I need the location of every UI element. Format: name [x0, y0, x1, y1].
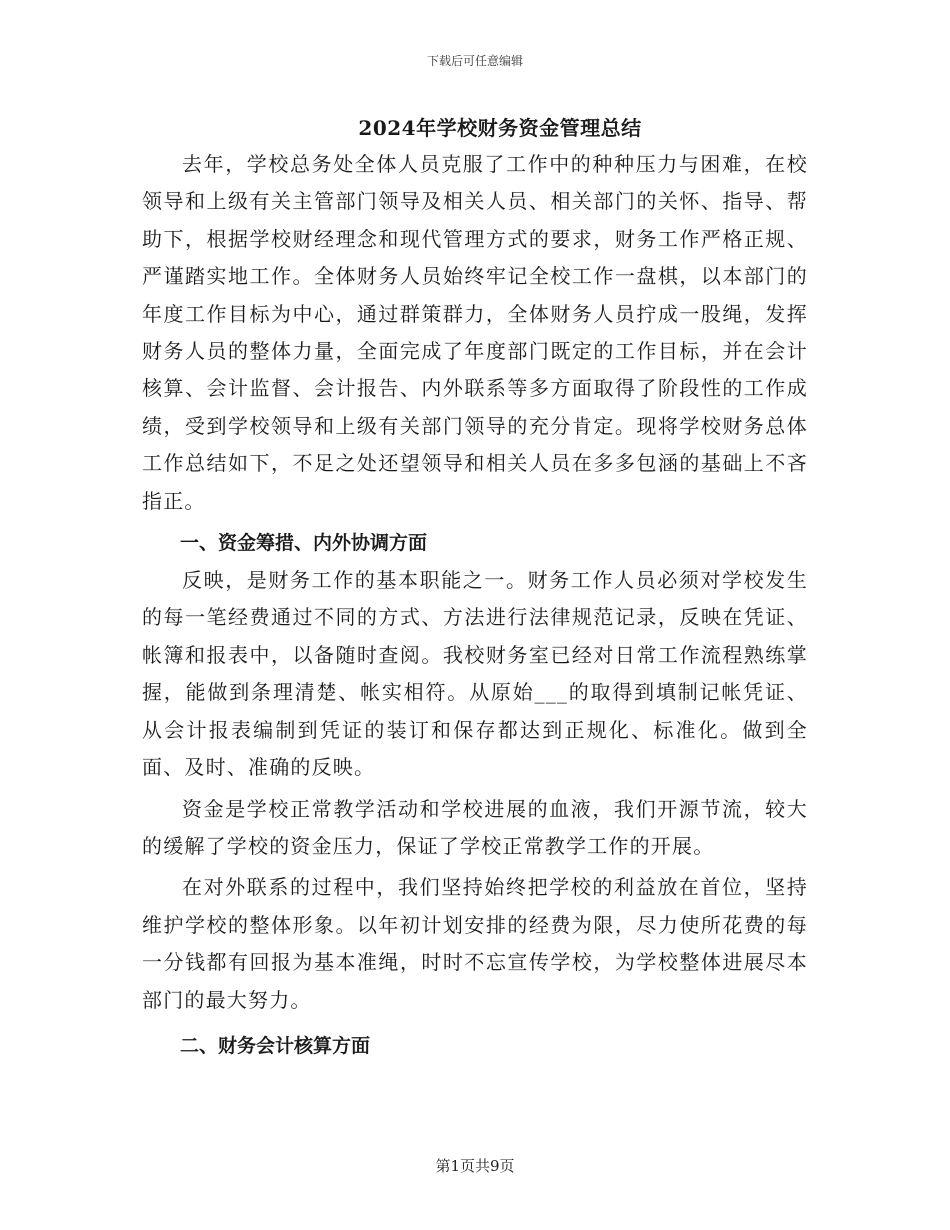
header-note: 下载后可任意编辑 [426, 54, 523, 68]
section-heading-funding: 一、资金筹措、内外协调方面 [180, 532, 428, 555]
document-body [142, 110, 808, 1065]
section-heading-accounting: 二、财务会计核算方面 [180, 1034, 371, 1057]
paragraph-external-relations: 在对外联系的过程中，我们坚持始终把学校的利益放在首位，坚持维护学校的整体形象。以年初计划安排的经费为限，尽力使所花费的每一分钱都有回报为基本准绳，时时不忘宣传学校，为学校整体进展尽本部门的最大努力。 [142, 875, 808, 1012]
paragraph-reflection: 反映，是财务工作的基本职能之一。财务工作人员必须对学校发生的每一笔经费通过不同的方式、方法进行法律规范记录，反映在凭证、帐簿和报表中，以备随时查阅。我校财务室已经对日常工作流程熟练掌握，能做到条理清楚、帐实相符。从原始___的取得到填制记帐凭证、从会计报表编制到凭证的装订和保存都达到正规化、标准化。做到全面、及时、准确的反映。 [142, 568, 808, 780]
page-number: 第1页共9页 [435, 1157, 515, 1175]
paragraph-funds: 资金是学校正常教学活动和学校进展的血液，我们开源节流，较大的缓解了学校的资金压力，保证了学校正常教学工作的开展。 [142, 796, 808, 858]
document-title: 2024年学校财务资金管理总结 [358, 116, 642, 140]
intro-paragraph: 去年，学校总务处全体人员克服了工作中的种种压力与困难，在校领导和上级有关主管部门领导及相关人员、相关部门的关怀、指导、帮助下，根据学校财经理念和现代管理方式的要求，财务工作严格正规、严谨踏实地工作。全体财务人员始终牢记全校工作一盘棋，以本部门的年度工作目标为中心，通过群策群力，全体财务人员拧成一股绳，发挥财务人员的整体力量，全面完成了年度部门既定的工作目标，并在会计核算、会计监督、会计报告、内外联系等多方面取得了阶段性的工作成绩，受到学校领导和上级有关部门领导的充分肯定。现将学校财务总体工作总结如下，不足之处还望领导和相关人员在多多包涵的基础上不吝指正。 [142, 152, 808, 513]
